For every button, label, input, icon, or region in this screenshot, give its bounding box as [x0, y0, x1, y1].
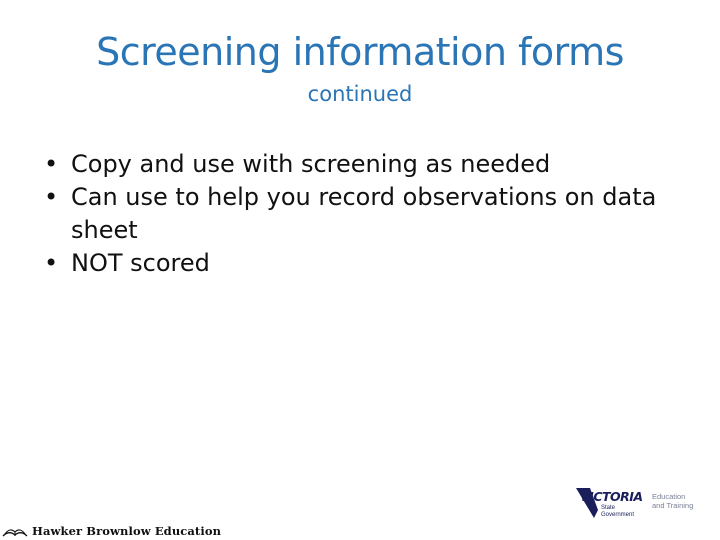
publisher-logo	[2, 522, 221, 540]
bullet-list	[44, 148, 664, 280]
bullet-item	[44, 247, 664, 280]
bullet-item	[44, 148, 664, 181]
slide-title: Screening information forms	[96, 30, 624, 74]
bullet-text: Copy and use with screening as needed	[71, 150, 551, 178]
publisher-name: Hawker Brownlow Education	[32, 524, 222, 538]
bullet-item	[44, 181, 664, 247]
bullet-marker: •	[44, 150, 59, 178]
bullet-text: NOT scored	[71, 249, 210, 277]
victoria-logo-wordmark: VICTORIA	[580, 489, 643, 504]
open-book-icon	[2, 524, 28, 538]
bullet-marker: •	[44, 249, 59, 277]
bullet-marker: •	[44, 183, 59, 211]
slide-subtitle: continued	[307, 82, 413, 106]
department-name: Education and Training	[652, 492, 694, 510]
bullet-text: Can use to help you record observations on data sheet	[71, 183, 657, 244]
victoria-logo-subtext: State Government	[601, 505, 635, 518]
